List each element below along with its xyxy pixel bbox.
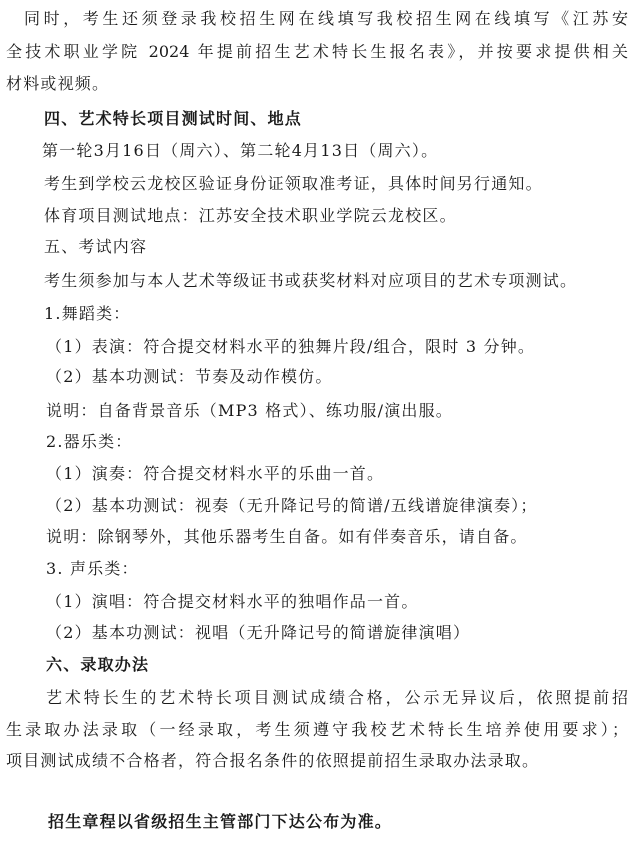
paragraph-line: 生录取办法录取（一经录取，考生须遵守我校艺术特长生培养使用要求）； <box>6 720 628 739</box>
paragraph-line: 艺术特长生的艺术特长项目测试成绩合格，公示无异议后，依照提前招 <box>46 688 628 707</box>
list-item: （1）演唱：符合提交材料水平的独唱作品一首。 <box>46 592 419 611</box>
list-item: （1）演奏：符合提交材料水平的乐曲一首。 <box>46 464 385 483</box>
list-item: （2）基本功测试：视唱（无升降记号的简谱旋律演唱） <box>46 623 471 642</box>
list-item: （1）表演：符合提交材料水平的独舞片段/组合，限时 3 分钟。 <box>46 337 536 356</box>
section-heading: 六、录取办法 <box>46 655 150 674</box>
paragraph-line: 全技术职业学院 2024 年提前招生艺术特长生报名表》，并按要求提供相关 <box>6 42 628 61</box>
list-item: （2）基本功测试：视奏（无升降记号的简谱/五线谱旋律演奏）； <box>46 496 538 515</box>
closing-statement: 招生章程以省级招生主管部门下达公布为准。 <box>48 812 393 831</box>
section-heading: 四、艺术特长项目测试时间、地点 <box>44 109 303 128</box>
list-item: （2）基本功测试：节奏及动作模仿。 <box>46 367 333 386</box>
note-text: 说明：除钢琴外，其他乐器考生自备。如有伴奏音乐，请自备。 <box>46 527 528 546</box>
category-title: 2.器乐类： <box>46 432 133 451</box>
exam-intro-text: 考生须参加与本人艺术等级证书或获奖材料对应项目的艺术专项测试。 <box>44 271 578 290</box>
paragraph-line: 同时，考生还须登录我校招生网在线填写我校招生网在线填写《江苏安 <box>24 9 628 28</box>
note-text: 说明：自备背景音乐（MP3 格式）、练功服/演出服。 <box>46 401 454 420</box>
sports-location-text: 体育项目测试地点：江苏安全技术职业学院云龙校区。 <box>44 206 457 225</box>
paragraph-line: 项目测试成绩不合格者，符合报名条件的依照提前招生录取办法录取。 <box>6 751 540 770</box>
category-title: 1.舞蹈类： <box>44 304 131 323</box>
paragraph-line: 材料或视频。 <box>6 74 110 93</box>
schedule-text: 第一轮3月16日（周六）、第二轮4月13日（周六）。 <box>42 141 439 160</box>
section-heading: 五、考试内容 <box>44 237 148 256</box>
admission-ticket-text: 考生到学校云龙校区验证身份证领取准考证，具体时间另行通知。 <box>44 174 543 193</box>
category-title: 3. 声乐类： <box>46 559 139 578</box>
